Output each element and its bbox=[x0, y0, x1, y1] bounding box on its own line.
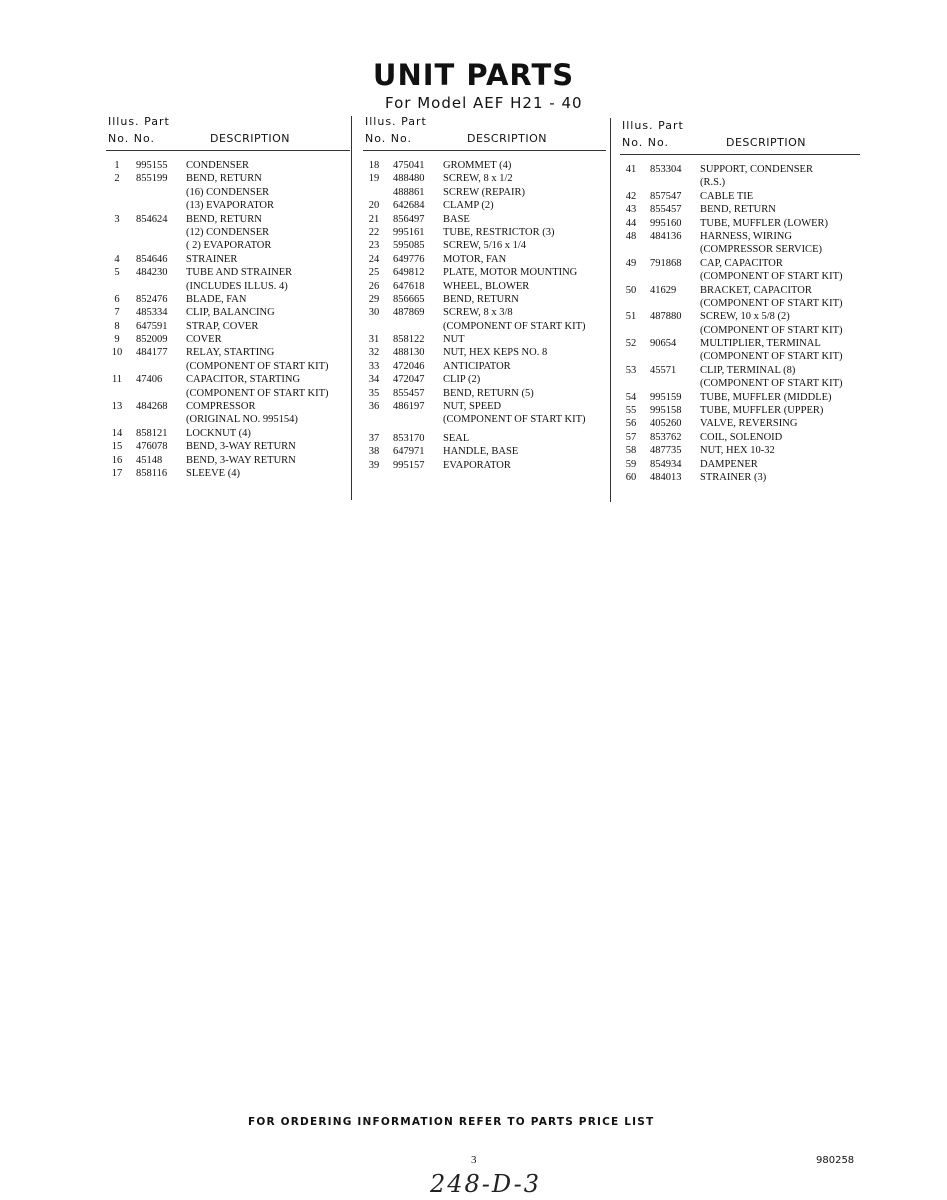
illus-number: 25 bbox=[368, 267, 380, 279]
part-number: 854646 bbox=[136, 253, 168, 265]
part-number: 647971 bbox=[393, 446, 425, 458]
illus-number: 37 bbox=[368, 432, 380, 444]
part-number: 854624 bbox=[136, 213, 168, 225]
part-description: BEND, RETURN (5) bbox=[443, 387, 534, 399]
model-subtitle: For Model AEF H21 - 40 bbox=[385, 94, 583, 112]
table-row bbox=[106, 440, 350, 453]
part-description: (COMPONENT OF START KIT) bbox=[700, 324, 843, 336]
parts-list bbox=[363, 159, 606, 472]
part-number: 45571 bbox=[650, 364, 677, 376]
illus-number: 11 bbox=[111, 374, 123, 386]
part-description: (COMPONENT OF START KIT) bbox=[186, 387, 329, 399]
table-row bbox=[106, 280, 350, 293]
table-row bbox=[363, 320, 606, 333]
part-description: TUBE, MUFFLER (LOWER) bbox=[700, 217, 829, 229]
illus-number: 30 bbox=[368, 307, 380, 319]
part-description: SCREW (REPAIR) bbox=[443, 186, 525, 198]
part-description: BLADE, FAN bbox=[186, 293, 247, 305]
part-number: 995160 bbox=[650, 217, 682, 229]
part-description: CLAMP (2) bbox=[443, 200, 494, 212]
illus-number: 23 bbox=[368, 240, 380, 252]
part-description: TUBE, RESTRICTOR (3) bbox=[443, 226, 555, 238]
table-row bbox=[106, 199, 350, 212]
part-number: 852476 bbox=[136, 293, 168, 305]
part-number: 487869 bbox=[393, 307, 425, 319]
part-description: CAP, CAPACITOR bbox=[700, 257, 783, 269]
part-description: COVER bbox=[186, 334, 222, 346]
part-number: 484136 bbox=[650, 230, 682, 242]
illus-number: 56 bbox=[625, 418, 637, 430]
table-row bbox=[363, 387, 606, 400]
table-row bbox=[620, 471, 860, 484]
part-description: HANDLE, BASE bbox=[443, 446, 519, 458]
part-description: SCREW, 8 x 1/2 bbox=[443, 173, 513, 185]
part-description: NUT, HEX 10-32 bbox=[700, 445, 775, 457]
parts-column-2 bbox=[363, 113, 606, 472]
table-row bbox=[106, 226, 350, 239]
table-row bbox=[106, 239, 350, 252]
part-number: 995155 bbox=[136, 160, 168, 171]
illus-number: 15 bbox=[111, 441, 123, 453]
table-row bbox=[106, 360, 350, 373]
part-description: GROMMET (4) bbox=[443, 160, 512, 171]
illus-number: 4 bbox=[114, 253, 120, 265]
part-number: 486197 bbox=[393, 401, 425, 413]
illus-number: 3 bbox=[114, 213, 120, 225]
column-header bbox=[620, 117, 860, 155]
illus-number: 22 bbox=[368, 226, 380, 238]
part-description: SLEEVE (4) bbox=[186, 467, 240, 479]
part-number: 854934 bbox=[650, 458, 682, 470]
header-illus-part: Illus. Part bbox=[365, 115, 427, 128]
table-row bbox=[363, 400, 606, 413]
part-description: DAMPENER bbox=[700, 458, 758, 470]
part-number: 488861 bbox=[393, 186, 425, 198]
header-illus-part: Illus. Part bbox=[622, 119, 684, 132]
part-number: 405260 bbox=[650, 418, 682, 430]
part-description: STRAP, COVER bbox=[186, 320, 259, 332]
table-row bbox=[620, 176, 860, 189]
part-description: BEND, 3-WAY RETURN bbox=[186, 441, 296, 453]
part-number: 858121 bbox=[136, 427, 168, 439]
column-header bbox=[106, 113, 350, 151]
table-row bbox=[620, 270, 860, 283]
part-description: BEND, RETURN bbox=[186, 173, 262, 185]
part-number: 642684 bbox=[393, 200, 425, 212]
part-description: (13) EVAPORATOR bbox=[186, 200, 274, 212]
part-description: BRACKET, CAPACITOR bbox=[700, 284, 812, 296]
illus-number: 58 bbox=[625, 445, 637, 457]
table-row bbox=[106, 413, 350, 426]
illus-number: 33 bbox=[368, 360, 380, 372]
table-row bbox=[106, 320, 350, 333]
table-row bbox=[620, 431, 860, 444]
table-row bbox=[363, 253, 606, 266]
part-description: BEND, RETURN bbox=[186, 213, 262, 225]
part-description: TUBE, MUFFLER (MIDDLE) bbox=[700, 391, 832, 403]
illus-number: 10 bbox=[111, 347, 123, 359]
part-description: LOCKNUT (4) bbox=[186, 427, 251, 439]
part-number: 995157 bbox=[393, 459, 425, 471]
part-description: CLIP, BALANCING bbox=[186, 307, 275, 319]
illus-number: 57 bbox=[625, 431, 637, 443]
table-row bbox=[106, 266, 350, 279]
table-row bbox=[620, 324, 860, 337]
column-header bbox=[363, 113, 606, 151]
part-number: 995159 bbox=[650, 391, 682, 403]
table-row bbox=[363, 293, 606, 306]
table-row bbox=[363, 266, 606, 279]
header-description: DESCRIPTION bbox=[726, 136, 806, 149]
part-description: BASE bbox=[443, 213, 470, 225]
illus-number: 42 bbox=[625, 190, 637, 202]
illus-number: 48 bbox=[625, 230, 637, 242]
table-row bbox=[106, 293, 350, 306]
illus-number: 39 bbox=[368, 459, 380, 471]
illus-number: 36 bbox=[368, 401, 380, 413]
table-row bbox=[363, 333, 606, 346]
part-description: (COMPRESSOR SERVICE) bbox=[700, 244, 822, 256]
part-description: (ORIGINAL NO. 995154) bbox=[186, 414, 298, 426]
part-description: (COMPONENT OF START KIT) bbox=[700, 351, 843, 363]
part-number: 488130 bbox=[393, 347, 425, 359]
header-description: DESCRIPTION bbox=[467, 132, 547, 145]
illus-number: 24 bbox=[368, 253, 380, 265]
part-number: 649776 bbox=[393, 253, 425, 265]
illus-number: 26 bbox=[368, 280, 380, 292]
table-row bbox=[620, 257, 860, 270]
table-row bbox=[106, 427, 350, 440]
part-description: WHEEL, BLOWER bbox=[443, 280, 530, 292]
header-no-no: No. No. bbox=[622, 136, 670, 149]
table-row bbox=[106, 253, 350, 266]
table-row bbox=[106, 159, 350, 172]
table-row bbox=[363, 360, 606, 373]
part-description: TUBE AND STRAINER bbox=[186, 267, 293, 279]
illus-number: 18 bbox=[368, 160, 380, 171]
part-description: MOTOR, FAN bbox=[443, 253, 507, 265]
illus-number: 19 bbox=[368, 173, 380, 185]
table-row bbox=[620, 163, 860, 176]
page-number: 3 bbox=[471, 1154, 477, 1166]
table-row bbox=[363, 159, 606, 172]
illus-number: 38 bbox=[368, 446, 380, 458]
part-description: SEAL bbox=[443, 432, 470, 444]
part-number: 487880 bbox=[650, 311, 682, 323]
table-row bbox=[363, 213, 606, 226]
part-description: NUT bbox=[443, 334, 465, 346]
page-title: UNIT PARTS bbox=[372, 58, 575, 92]
part-number: 41629 bbox=[650, 284, 677, 296]
part-description: CONDENSER bbox=[186, 160, 250, 171]
table-row bbox=[620, 203, 860, 216]
part-number: 484013 bbox=[650, 471, 682, 483]
illus-number: 32 bbox=[368, 347, 380, 359]
table-row bbox=[106, 306, 350, 319]
table-row bbox=[620, 337, 860, 350]
table-row bbox=[620, 284, 860, 297]
table-row bbox=[363, 432, 606, 445]
table-row bbox=[106, 467, 350, 480]
part-description: EVAPORATOR bbox=[443, 459, 511, 471]
part-description: SUPPORT, CONDENSER bbox=[700, 164, 813, 175]
part-description: MULTIPLIER, TERMINAL bbox=[700, 338, 821, 350]
part-number: 484230 bbox=[136, 267, 168, 279]
illus-number: 1 bbox=[114, 160, 120, 171]
illus-number: 43 bbox=[625, 204, 637, 216]
table-row bbox=[106, 172, 350, 185]
part-description: (COMPONENT OF START KIT) bbox=[700, 378, 843, 390]
illus-number: 44 bbox=[625, 217, 637, 229]
table-row bbox=[106, 400, 350, 413]
table-row bbox=[620, 377, 860, 390]
illus-number: 20 bbox=[368, 200, 380, 212]
part-description: (COMPONENT OF START KIT) bbox=[443, 414, 586, 426]
part-description: BEND, RETURN bbox=[443, 293, 519, 305]
illus-number: 60 bbox=[625, 471, 637, 483]
table-row bbox=[106, 213, 350, 226]
part-number: 858122 bbox=[393, 334, 425, 346]
illus-number: 17 bbox=[111, 467, 123, 479]
parts-list bbox=[620, 163, 860, 484]
handwritten-note: 248-D-3 bbox=[430, 1170, 541, 1198]
part-number: 856497 bbox=[393, 213, 425, 225]
part-number: 487735 bbox=[650, 445, 682, 457]
part-number: 45148 bbox=[136, 454, 163, 466]
illus-number: 34 bbox=[368, 374, 380, 386]
part-description: ANTICIPATOR bbox=[443, 360, 511, 372]
illus-number: 2 bbox=[114, 173, 120, 185]
part-description: (COMPONENT OF START KIT) bbox=[443, 320, 586, 332]
part-number: 853762 bbox=[650, 431, 682, 443]
table-row bbox=[106, 186, 350, 199]
part-number: 47406 bbox=[136, 374, 163, 386]
part-description: (COMPONENT OF START KIT) bbox=[186, 360, 329, 372]
part-description: BEND, 3-WAY RETURN bbox=[186, 454, 296, 466]
illus-number: 29 bbox=[368, 293, 380, 305]
illus-number: 5 bbox=[114, 267, 120, 279]
part-description: COMPRESSOR bbox=[186, 401, 256, 413]
illus-number: 21 bbox=[368, 213, 380, 225]
table-row bbox=[363, 459, 606, 472]
part-number: 853170 bbox=[393, 432, 425, 444]
part-number: 995158 bbox=[650, 405, 682, 417]
part-description: SCREW, 5/16 x 1/4 bbox=[443, 240, 527, 252]
part-description: (COMPONENT OF START KIT) bbox=[700, 297, 843, 309]
part-description: ( 2) EVAPORATOR bbox=[186, 240, 272, 252]
part-number: 475041 bbox=[393, 160, 425, 171]
column-divider-2 bbox=[610, 118, 611, 502]
table-row bbox=[620, 350, 860, 363]
table-row bbox=[106, 454, 350, 467]
part-description: VALVE, REVERSING bbox=[700, 418, 798, 430]
part-number: 647618 bbox=[393, 280, 425, 292]
table-row bbox=[620, 391, 860, 404]
part-number: 855457 bbox=[650, 204, 682, 216]
table-row bbox=[363, 306, 606, 319]
part-number: 649812 bbox=[393, 267, 425, 279]
part-number: 472046 bbox=[393, 360, 425, 372]
table-row bbox=[363, 186, 606, 199]
table-row bbox=[106, 373, 350, 386]
parts-list bbox=[106, 159, 350, 480]
part-number: 855457 bbox=[393, 387, 425, 399]
illus-number: 55 bbox=[625, 405, 637, 417]
illus-number: 59 bbox=[625, 458, 637, 470]
part-description: (COMPONENT OF START KIT) bbox=[700, 271, 843, 283]
column-divider-1 bbox=[351, 116, 352, 500]
table-row bbox=[620, 230, 860, 243]
table-row bbox=[363, 413, 606, 426]
part-description: CLIP, TERMINAL (8) bbox=[700, 364, 796, 376]
table-row bbox=[620, 243, 860, 256]
table-row bbox=[106, 387, 350, 400]
header-description: DESCRIPTION bbox=[210, 132, 290, 145]
part-description: CAPACITOR, STARTING bbox=[186, 374, 301, 386]
table-row bbox=[620, 444, 860, 457]
part-number: 472047 bbox=[393, 374, 425, 386]
table-row bbox=[620, 417, 860, 430]
part-number: 852009 bbox=[136, 334, 168, 346]
part-description: (12) CONDENSER bbox=[186, 226, 270, 238]
table-row bbox=[363, 199, 606, 212]
part-description: (16) CONDENSER bbox=[186, 186, 270, 198]
parts-column-1 bbox=[106, 113, 350, 480]
part-number: 855199 bbox=[136, 173, 168, 185]
illus-number: 35 bbox=[368, 387, 380, 399]
part-description: BEND, RETURN bbox=[700, 204, 776, 216]
illus-number: 51 bbox=[625, 311, 637, 323]
part-number: 856665 bbox=[393, 293, 425, 305]
table-row bbox=[106, 346, 350, 359]
part-description: HARNESS, WIRING bbox=[700, 230, 792, 242]
illus-number: 53 bbox=[625, 364, 637, 376]
header-illus-part: Illus. Part bbox=[108, 115, 170, 128]
illus-number: 16 bbox=[111, 454, 123, 466]
part-number: 488480 bbox=[393, 173, 425, 185]
part-description: PLATE, MOTOR MOUNTING bbox=[443, 267, 578, 279]
part-number: 484268 bbox=[136, 401, 168, 413]
table-row bbox=[106, 333, 350, 346]
illus-number: 8 bbox=[114, 320, 120, 332]
table-row bbox=[363, 239, 606, 252]
part-description: NUT, HEX KEPS NO. 8 bbox=[443, 347, 548, 359]
part-number: 858116 bbox=[136, 467, 168, 479]
illus-number: 13 bbox=[111, 401, 123, 413]
ordering-info-footer: FOR ORDERING INFORMATION REFER TO PARTS PRICE LIST bbox=[248, 1116, 655, 1128]
part-number: 791868 bbox=[650, 257, 682, 269]
part-number: 90654 bbox=[650, 338, 677, 350]
part-description: CABLE TIE bbox=[700, 190, 754, 202]
part-number: 857547 bbox=[650, 190, 682, 202]
part-number: 476078 bbox=[136, 441, 168, 453]
parts-column-3 bbox=[620, 117, 860, 484]
table-row bbox=[363, 172, 606, 185]
illus-number: 49 bbox=[625, 257, 637, 269]
part-number: 647591 bbox=[136, 320, 168, 332]
part-description: (R.S.) bbox=[700, 177, 726, 189]
illus-number: 31 bbox=[368, 334, 380, 346]
part-description: SCREW, 10 x 5/8 (2) bbox=[700, 311, 790, 323]
part-description: TUBE, MUFFLER (UPPER) bbox=[700, 405, 824, 417]
table-row bbox=[620, 190, 860, 203]
header-no-no: No. No. bbox=[108, 132, 156, 145]
illus-number: 6 bbox=[114, 293, 120, 305]
illus-number: 14 bbox=[111, 427, 123, 439]
illus-number: 41 bbox=[625, 164, 637, 175]
part-description: CLIP (2) bbox=[443, 374, 481, 386]
illus-number: 52 bbox=[625, 338, 637, 350]
part-number: 485334 bbox=[136, 307, 168, 319]
illus-number: 9 bbox=[114, 334, 120, 346]
part-description: STRAINER (3) bbox=[700, 471, 767, 483]
table-row bbox=[620, 404, 860, 417]
part-description: (INCLUDES ILLUS. 4) bbox=[186, 280, 288, 292]
header-no-no: No. No. bbox=[365, 132, 413, 145]
table-row bbox=[363, 373, 606, 386]
part-description: SCREW, 8 x 3/8 bbox=[443, 307, 513, 319]
table-row bbox=[363, 445, 606, 458]
illus-number: 7 bbox=[114, 307, 120, 319]
table-row bbox=[620, 458, 860, 471]
table-row bbox=[363, 346, 606, 359]
document-code: 980258 bbox=[816, 1155, 855, 1166]
table-row bbox=[620, 364, 860, 377]
part-number: 853304 bbox=[650, 164, 682, 175]
part-description: COIL, SOLENOID bbox=[700, 431, 783, 443]
table-row bbox=[620, 310, 860, 323]
illus-number: 54 bbox=[625, 391, 637, 403]
table-row bbox=[363, 280, 606, 293]
table-row bbox=[363, 226, 606, 239]
table-row bbox=[620, 297, 860, 310]
part-description: NUT, SPEED bbox=[443, 401, 502, 413]
part-number: 995161 bbox=[393, 226, 425, 238]
part-description: RELAY, STARTING bbox=[186, 347, 275, 359]
illus-number: 50 bbox=[625, 284, 637, 296]
table-row bbox=[620, 217, 860, 230]
part-description: STRAINER bbox=[186, 253, 238, 265]
part-number: 595085 bbox=[393, 240, 425, 252]
part-number: 484177 bbox=[136, 347, 168, 359]
